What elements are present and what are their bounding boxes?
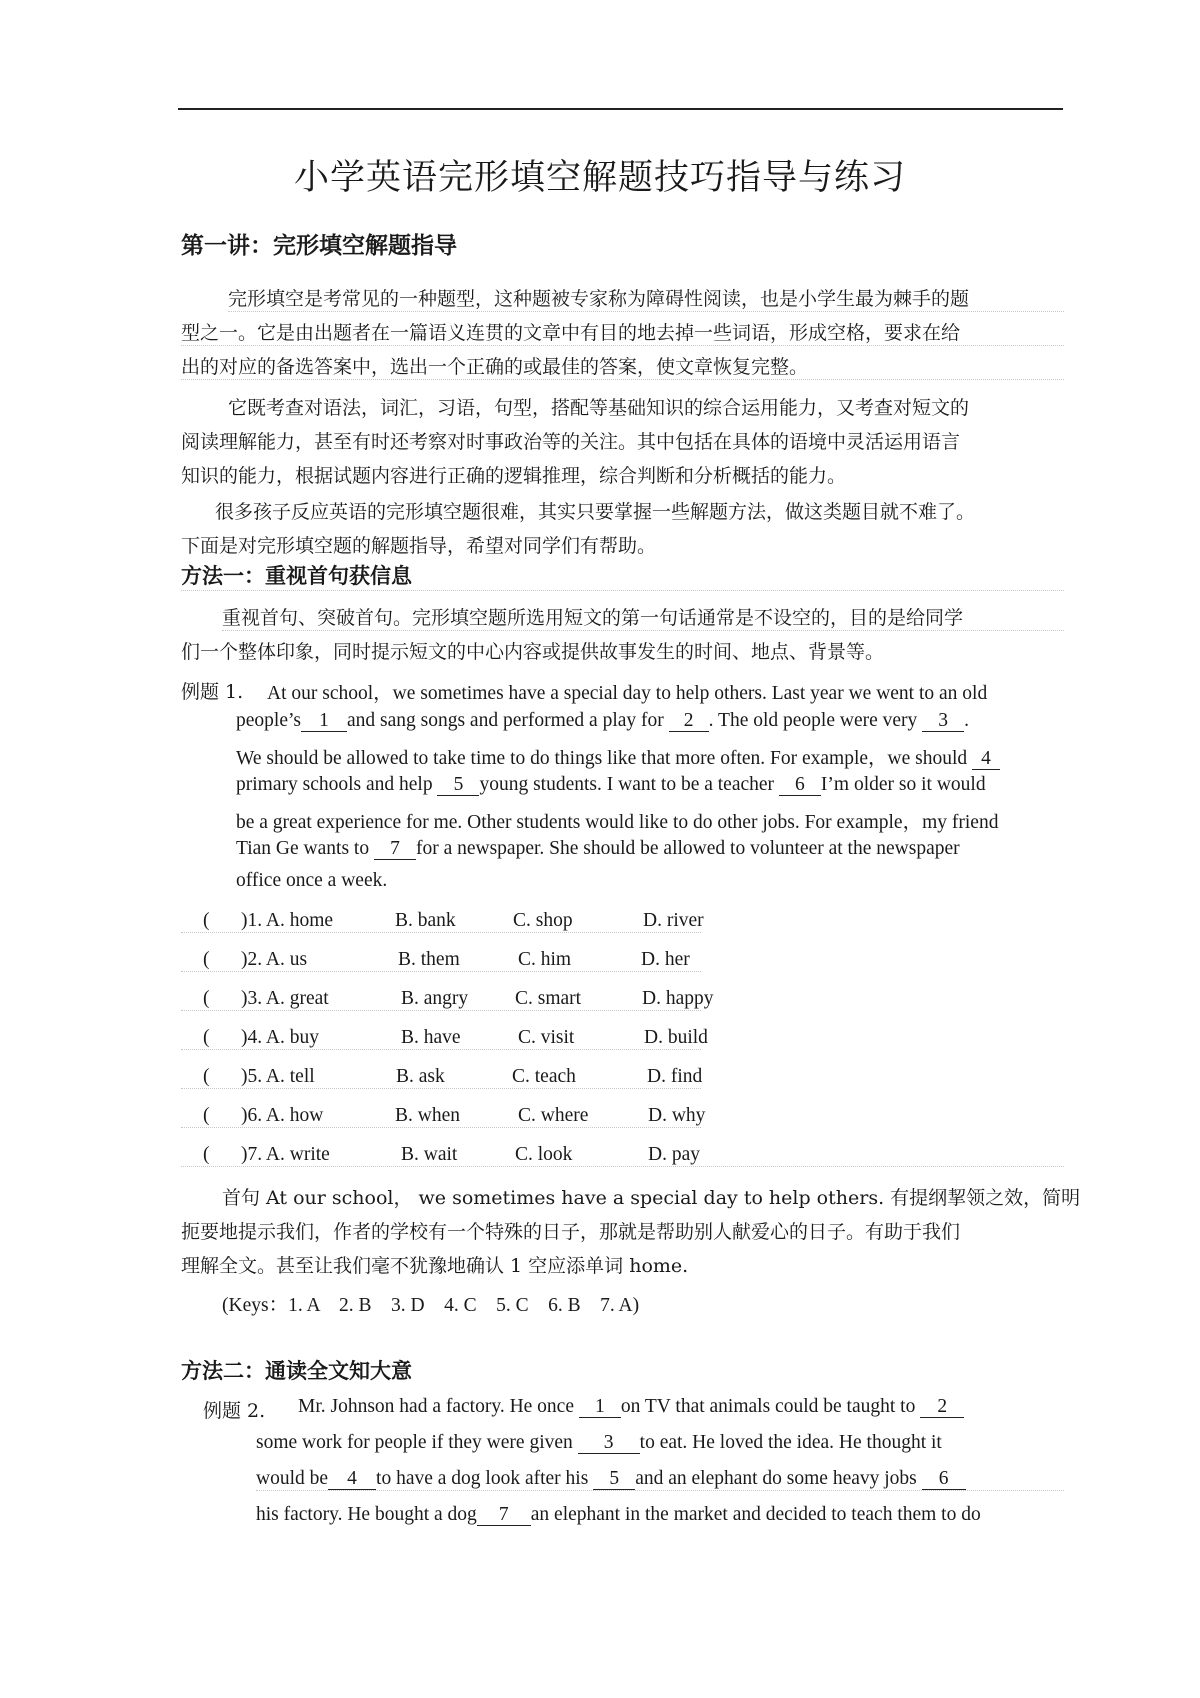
example1-blank-4: 4 — [972, 749, 1000, 770]
analysis-line1: 首句 At our school， we sometimes have a special day to help others. 有提纲挈领之效，简明 — [222, 1187, 1081, 1209]
example2-blank-2: 2 — [920, 1397, 964, 1418]
header-rule — [178, 108, 1063, 110]
example2-blank-6: 6 — [922, 1469, 966, 1490]
example1-line7: office once a week. — [236, 870, 388, 891]
option-row-5: ( )5. A. tell B. ask C. teach D. find — [181, 1066, 701, 1089]
page-title: 小学英语完形填空解题技巧指导与练习 — [293, 158, 906, 198]
example1-blank-7: 7 — [374, 839, 416, 860]
example1-line6: Tian Ge wants to 7 for a newspaper. She should be allowed to volunteer at the newspaper — [236, 838, 960, 859]
intro-p3-line2: 下面是对完形填空题的解题指导，希望对同学们有帮助。 — [181, 535, 657, 557]
analysis-line3: 理解全文。甚至让我们毫不犹豫地确认 1 空应添单词 home. — [181, 1255, 689, 1277]
example2-blank-5: 5 — [593, 1469, 635, 1490]
example2-line4: his factory. He bought a dog 7 an elephant in the market and decided to teach them to do — [256, 1504, 981, 1525]
example2-blank-1: 1 — [579, 1397, 621, 1418]
example1-blank-1: 1 — [301, 711, 347, 732]
example1-blank-6: 6 — [779, 775, 821, 796]
example1-line1: At our school，we sometimes have a special day to help others. Last year we went to an old — [267, 683, 988, 704]
option-row-6: ( )6. A. how B. when C. where D. why — [181, 1105, 701, 1128]
option-row-1: ( )1. A. home B. bank C. shop D. river — [181, 910, 701, 933]
method1-heading: 方法一：重视首句获信息 — [181, 560, 1064, 591]
example2-blank-3: 3 — [578, 1433, 640, 1454]
option-row-4: ( )4. A. buy B. have C. visit D. build — [181, 1027, 701, 1050]
method1-text-line1: 重视首句、突破首句。完形填空题所选用短文的第一句话通常是不设空的，目的是给同学 — [222, 603, 1064, 631]
intro-p2-line3: 知识的能力，根据试题内容进行正确的逻辑推理，综合判断和分析概括的能力。 — [181, 465, 847, 487]
option-row-2: ( )2. A. us B. them C. him D. her — [181, 949, 701, 972]
example2-line1: Mr. Johnson had a factory. He once 1 on TV that animals could be taught to 2 — [298, 1396, 964, 1418]
example1-line3: We should be allowed to take time to do things like that more often. For example，we should 4 — [236, 742, 1000, 770]
example1-line5: be a great experience for me. Other students would like to do other jobs. For example，my friend — [236, 812, 999, 833]
lecture-heading: 第一讲：完形填空解题指导 — [181, 232, 457, 259]
example2-label: 例题 2. — [203, 1400, 266, 1422]
method1-text-line2: 们一个整体印象，同时提示短文的中心内容或提供故事发生的时间、地点、背景等。 — [181, 641, 885, 663]
example1-blank-2: 2 — [669, 711, 709, 732]
option-row-3: ( )3. A. great B. angry C. smart D. happy — [181, 988, 701, 1011]
example2-line3: would be 4 to have a dog look after his 5 and an elephant do some heavy jobs 6 — [256, 1468, 1064, 1491]
intro-p1-line3: 出的对应的备选答案中，选出一个正确的或最佳的答案，使文章恢复完整。 — [181, 352, 1064, 380]
example1-line4: primary schools and help 5 young students. I want to be a teacher 6 I’m older so it would — [236, 774, 986, 795]
intro-p3-line1: 很多孩子反应英语的完形填空题很难，其实只要掌握一些解题方法，做这类题目就不难了。 — [215, 501, 976, 523]
answer-keys: (Keys：1. A 2. B 3. D 4. C 5. C 6. B 7. A) — [222, 1295, 640, 1316]
example2-blank-4: 4 — [328, 1469, 376, 1490]
intro-p1-line1: 完形填空是考常见的一种题型，这种题被专家称为障碍性阅读，也是小学生最为棘手的题 — [228, 284, 1064, 312]
example1-blank-5: 5 — [437, 775, 479, 796]
analysis-line2: 扼要地提示我们，作者的学校有一个特殊的日子，那就是帮助别人献爱心的日子。有助于我们 — [181, 1221, 961, 1243]
example1-label: 例题 1. — [181, 681, 244, 703]
intro-p2-line1: 它既考查对语法，词汇，习语，句型，搭配等基础知识的综合运用能力，又考查对短文的 — [228, 397, 970, 419]
example1-line2: people’s 1 and sang songs and performed a play for 2 . The old people were very 3 . — [236, 710, 970, 731]
intro-p2-line2: 阅读理解能力，甚至有时还考察对时事政治等的关注。其中包括在具体的语境中灵活运用语言 — [181, 431, 961, 453]
intro-p1-line2: 型之一。它是由出题者在一篇语义连贯的文章中有目的地去掉一些词语，形成空格，要求在给 — [181, 318, 1064, 346]
method2-heading: 方法二：通读全文知大意 — [181, 1358, 412, 1383]
example2-blank-7: 7 — [477, 1505, 531, 1526]
example1-blank-3: 3 — [922, 711, 964, 732]
example2-line2: some work for people if they were given 3 to eat. He loved the idea. He thought it — [256, 1432, 942, 1453]
option-row-7: ( )7. A. write B. wait C. look D. pay — [181, 1144, 1064, 1167]
